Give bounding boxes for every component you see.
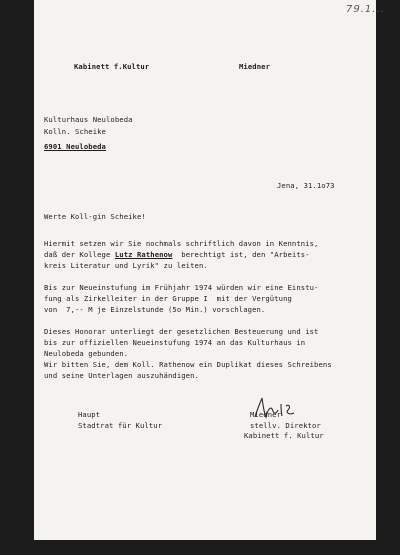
- sender-header: Kabinett f.Kultur: [74, 62, 150, 71]
- signatory-left-name: Haupt: [78, 410, 101, 419]
- signatory-right-name: Miedner: [250, 410, 281, 419]
- paragraph-3-line-5: und seine Unterlagen auszuhändigen.: [44, 371, 199, 380]
- paragraph-1-line-2: daß der Kollege Lutz Rathenow berechtigt ist, den "Arbeits-: [44, 250, 310, 259]
- paragraph-1-line-3: kreis Literatur und Lyrik" zu leiten.: [44, 261, 208, 270]
- letter-date: Jena, 31.1o73: [277, 181, 335, 190]
- recipient-line-1: Kulturhaus Neulobeda: [44, 115, 133, 124]
- salutation: Werte Koll-gin Scheike!: [44, 212, 146, 221]
- paragraph-3-line-3: Neulobeda gebunden.: [44, 349, 129, 358]
- scan-border: [0, 540, 400, 555]
- signatory-left-title: Stadtrat für Kultur: [78, 421, 163, 430]
- sender-name: Miedner: [239, 62, 270, 71]
- paragraph-2-line-2: fung als Zirkelleiter in der Gruppe I mit der Vergütung: [44, 294, 292, 303]
- archive-stamp: 79.1...: [346, 4, 385, 15]
- paragraph-3-line-1: Dieses Honorar unterliegt der gesetzlichen Besteuerung und ist: [44, 327, 319, 336]
- paragraph-2-line-1: Bis zur Neueinstufung im Frühjahr 1974 würden wir eine Einstu-: [44, 283, 319, 292]
- paragraph-3-line-2: bis zur offiziellen Neueinstufung 1974 an das Kulturhaus in: [44, 338, 306, 347]
- recipient-line-3: 6901 Neulobeda: [44, 142, 106, 151]
- signatory-right-title-2: Kabinett f. Kultur: [244, 431, 324, 440]
- signatory-right-title-1: stellv. Direktor: [250, 421, 321, 430]
- paragraph-3-line-4: Wir bitten Sie, dem Koll. Rathenow ein Duplikat dieses Schreibens: [44, 360, 332, 369]
- paragraph-1-line-1: Hiermit setzen wir Sie nochmals schriftlich davon in Kenntnis,: [44, 239, 319, 248]
- letter-page: [34, 0, 385, 540]
- paragraph-2-line-3: von 7,-- M je Einzelstunde (5o Min.) vorschlagen.: [44, 305, 266, 314]
- recipient-line-2: Kolln. Scheike: [44, 127, 106, 136]
- highlighted-name: Lutz Rathenow: [114, 250, 173, 259]
